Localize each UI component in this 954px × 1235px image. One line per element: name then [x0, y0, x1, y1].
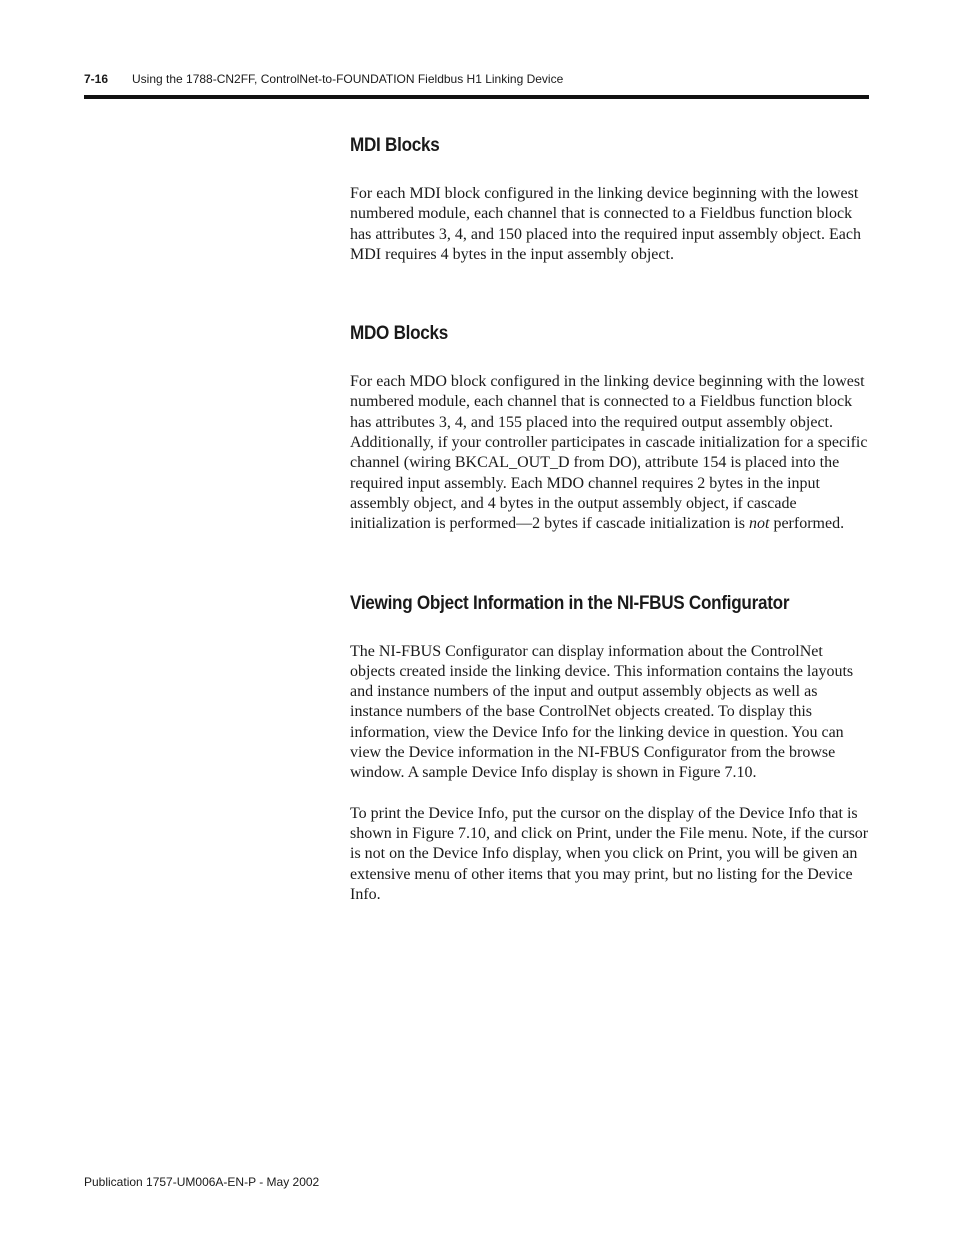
mdo-text-end: performed. [769, 515, 845, 533]
section-heading-mdi-blocks: MDI Blocks [350, 135, 440, 156]
header-rule [84, 95, 869, 99]
paragraph-viewing-object-info-1: The NI-FBUS Configurator can display information about the ControlNet objects created inside the linking device. This information contains the layouts and instance numbers of the input and output assembly objects as well as instance numbers of the base ControlNet objects created. To display this information, view the Device Info for the linking device in question. You can view the Device information in the NI-FBUS Configurator from the browse window. A sample Device Info display is shown in Figure 7.10. [350, 642, 854, 782]
paragraph-mdo-blocks [350, 372, 870, 534]
section-heading-mdo-blocks: MDO Blocks [350, 323, 449, 345]
publication-footer: Publication 1757-UM006A-EN-P - May 2002 [84, 1175, 320, 1189]
mdo-italic-word: not [749, 515, 770, 533]
paragraph-mdi-blocks: For each MDI block configured in the linking device beginning with the lowest numbered module, each channel that is connected to a Fieldbus function block has attributes 3, 4, and 150 placed into the required input assembly object. Each MDI requires 4 bytes in the input assembly object. [350, 185, 861, 263]
mdo-text-start: For each MDO block configured in the linking device beginning with the lowest numbered module, each channel that is connected to a Fieldbus function block has attributes 3, 4, and 155 placed into the required output assembly object. Additionally, if your controller participates in cascade initialization for a specific channel (wiring BKCAL_OUT_D from DO), attribute 154 is placed into the required input assembly. Each MDO channel requires 2 bytes in the input assembly object, and 4 bytes in the output assembly object, if cascade initialization is performed—2 bytes if cascade initialization is [350, 373, 868, 533]
page-number: 7-16 [84, 72, 109, 86]
running-header [84, 72, 869, 86]
main-content [350, 132, 870, 905]
paragraph-viewing-object-info-2: To print the Device Info, put the cursor on the display of the Device Info that is shown in Figure 7.10, and click on Print, under the File menu. Note, if the cursor is not on the Device Info display, when you click on Print, you will be given an extensive menu of other items that you may print, but no listing for the Device Info. [350, 804, 869, 903]
running-title: Using the 1788-CN2FF, ControlNet-to-FOUNDATION Fieldbus H1 Linking Device [132, 72, 564, 86]
section-heading-viewing-object-info: Viewing Object Information in the NI-FBUS Configurator [350, 592, 790, 614]
